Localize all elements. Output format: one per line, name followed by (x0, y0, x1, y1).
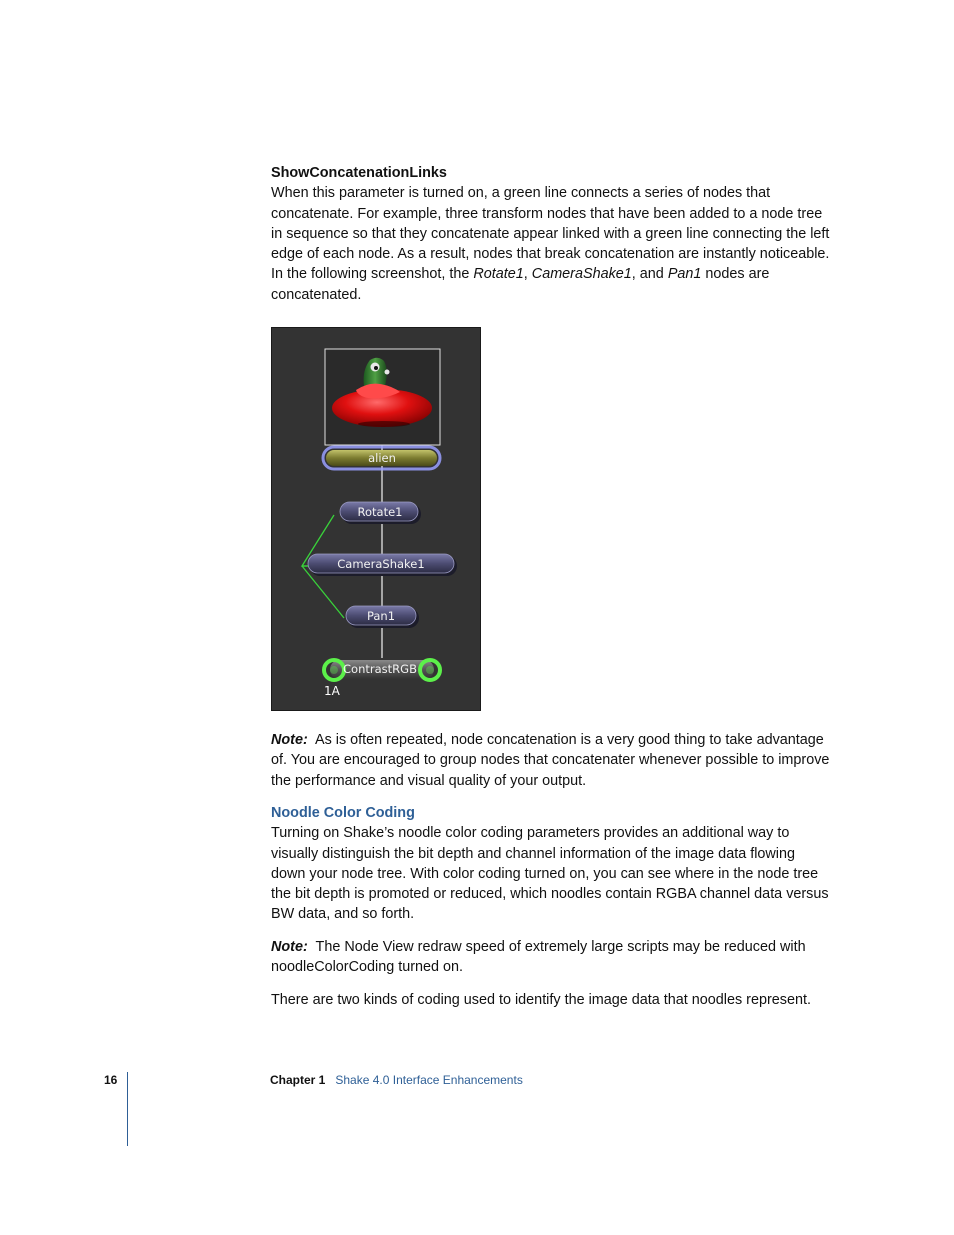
node-label-rotate1: Rotate1 (357, 505, 403, 519)
section-heading: Noodle Color Coding (271, 805, 415, 821)
section-body (271, 183, 831, 305)
note-redraw-speed (271, 937, 831, 978)
note-label: Note: (271, 939, 308, 955)
section-body: Turning on Shake’s noodle color coding parameters provides an additional way to visually distinguish the bit depth and channel information of the image data flowing down your node tree. With color coding turned on, you can see where in the node tree the bit depth is promoted or reduced, which noodles contain RGBA channel data versus BW data, and so forth. (271, 825, 829, 923)
page-number: 16 (104, 1073, 118, 1087)
body-text: , and (631, 266, 668, 283)
note-text (271, 937, 831, 978)
note-body: As is often repeated, node concatenation is a very good thing to take advantage of. You are encouraged to group nodes that concatenater whenever possible to improve the performance and visual quality of your output. (271, 732, 830, 789)
node-label-contrastrgb: ContrastRGB (343, 662, 417, 676)
node-alien[interactable] (323, 447, 440, 469)
node-name-camerashake: CameraShake1 (531, 266, 632, 283)
node-contrastrgb[interactable] (324, 660, 440, 698)
node-pan1[interactable] (346, 606, 419, 628)
section-show-concatenation-links (271, 163, 831, 305)
viewer-label: 1A (324, 684, 340, 698)
body-text: When this parameter is turned on, a green line connects a series of nodes that concatenate. For example, three transform nodes that have been added to a node tree in sequence so that they concatenate appear linked with a green line connecting the left edge of each node. As a result, nodes that break concatenation are instantly noticeable. In the following screenshot, the (271, 185, 830, 283)
node-rotate1[interactable] (340, 502, 421, 524)
node-label-pan1: Pan1 (366, 609, 396, 623)
note-body: The Node View redraw speed of extremely large scripts may be reduced with noodleColorCoding turned on. (271, 939, 806, 976)
body-text: , (523, 266, 532, 283)
node-view-screenshot (271, 327, 481, 711)
note-label: Note: (271, 732, 308, 748)
node-name-pan: Pan1 (667, 266, 702, 283)
note-text (271, 730, 831, 791)
body-text: nodes are concatenated. (271, 266, 770, 303)
node-name-rotate: Rotate1 (473, 266, 524, 283)
chapter-label: Chapter 1 (270, 1073, 326, 1087)
node-label-camerashake1: CameraShake1 (337, 557, 425, 571)
chapter-title[interactable]: Shake 4.0 Interface Enhancements (335, 1073, 523, 1087)
closing-paragraph (271, 990, 831, 1010)
footer-rule (127, 1072, 128, 1146)
closing-text: There are two kinds of coding used to identify the image data that noodles represent. (271, 992, 811, 1008)
note-concatenation (271, 730, 831, 791)
node-tree (272, 328, 480, 710)
alien-thumbnail[interactable] (325, 349, 440, 445)
node-camerashake1[interactable] (308, 554, 457, 576)
node-label-alien: alien (368, 451, 396, 465)
section-heading: ShowConcatenationLinks (271, 165, 447, 181)
footer-chapter (270, 1073, 523, 1087)
section-noodle-color-coding (271, 803, 831, 925)
